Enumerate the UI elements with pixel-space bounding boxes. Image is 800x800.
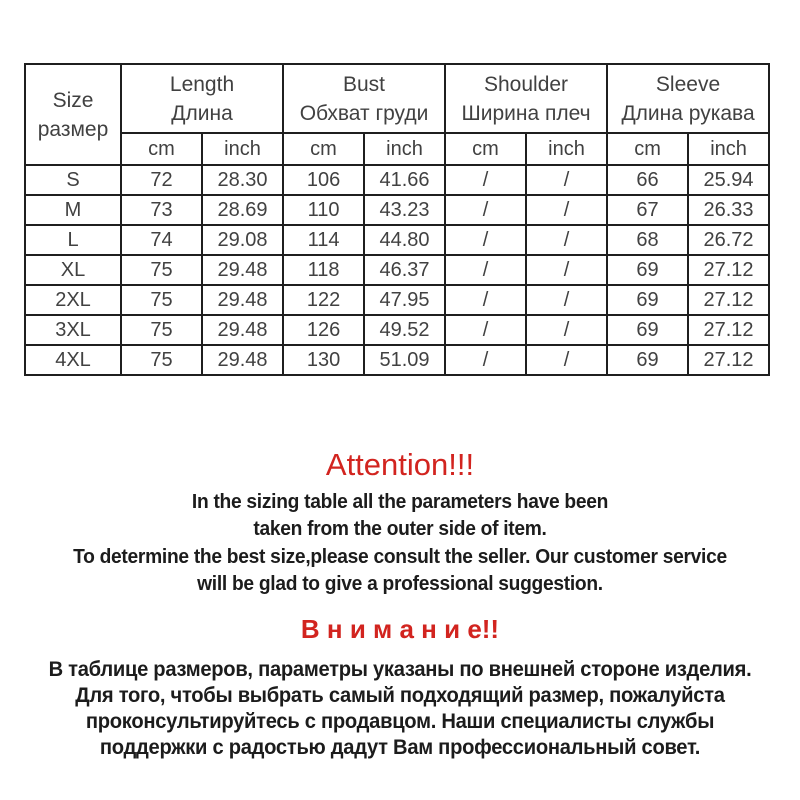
value-cell: 46.37 <box>364 255 445 285</box>
size-cell: 2XL <box>25 285 121 315</box>
value-cell: / <box>445 255 526 285</box>
value-cell: 69 <box>607 315 688 345</box>
sleeve-header-en: Sleeve <box>655 72 721 96</box>
value-cell: 29.48 <box>202 285 283 315</box>
size-table-body <box>25 165 769 375</box>
value-cell: / <box>445 345 526 375</box>
value-cell: 29.48 <box>202 255 283 285</box>
value-cell: 75 <box>121 315 202 345</box>
bust-column-header <box>283 64 445 133</box>
size-header-ru: размер <box>37 117 109 141</box>
value-cell: 114 <box>283 225 364 255</box>
table-row <box>25 255 769 285</box>
length-header-ru: Длина <box>171 101 233 125</box>
value-cell: / <box>526 225 607 255</box>
table-row <box>25 165 769 195</box>
value-cell: 69 <box>607 255 688 285</box>
value-cell: 43.23 <box>364 195 445 225</box>
value-cell: 69 <box>607 285 688 315</box>
attention-paragraph-ru <box>16 657 784 761</box>
value-cell: 41.66 <box>364 165 445 195</box>
table-row <box>25 345 769 375</box>
attention-ru-line1: В таблице размеров, параметры указаны по внешней стороне изделия. <box>48 658 752 681</box>
shoulder-header-ru: Ширина плеч <box>461 101 591 125</box>
size-cell: S <box>25 165 121 195</box>
unit-header-inch: inch <box>526 133 607 165</box>
attention-ru-line2: Для того, чтобы выбрать самый подходящий размер, пожалуйста <box>75 684 725 707</box>
attention-p2-line1: To determine the best size,please consult the seller. Our customer service <box>73 546 727 568</box>
value-cell: 66 <box>607 165 688 195</box>
sleeve-column-header <box>607 64 769 133</box>
unit-header-cm: cm <box>445 133 526 165</box>
unit-header-inch: inch <box>202 133 283 165</box>
value-cell: / <box>526 285 607 315</box>
size-cell: 3XL <box>25 315 121 345</box>
value-cell: 47.95 <box>364 285 445 315</box>
value-cell: / <box>445 315 526 345</box>
value-cell: 73 <box>121 195 202 225</box>
value-cell: 27.12 <box>688 285 769 315</box>
size-cell: L <box>25 225 121 255</box>
shoulder-column-header <box>445 64 607 133</box>
value-cell: / <box>445 195 526 225</box>
attention-p2-line2: will be glad to give a professional suggestion. <box>197 573 603 595</box>
value-cell: 118 <box>283 255 364 285</box>
bust-header-ru: Обхват груди <box>299 101 429 125</box>
value-cell: / <box>526 255 607 285</box>
unit-header-cm: cm <box>283 133 364 165</box>
size-header-en: Size <box>52 88 94 112</box>
attention-ru-line3: проконсультируйтесь с продавцом. Наши специалисты службы <box>85 710 715 733</box>
value-cell: 26.33 <box>688 195 769 225</box>
table-unit-row <box>25 133 769 165</box>
value-cell: / <box>526 195 607 225</box>
value-cell: 27.12 <box>688 255 769 285</box>
unit-header-inch: inch <box>364 133 445 165</box>
value-cell: 126 <box>283 315 364 345</box>
value-cell: 28.69 <box>202 195 283 225</box>
value-cell: 75 <box>121 345 202 375</box>
bust-header-en: Bust <box>343 72 386 96</box>
attention-title-en: Attention!!! <box>325 447 475 482</box>
value-cell: 25.94 <box>688 165 769 195</box>
value-cell: 72 <box>121 165 202 195</box>
table-row <box>25 285 769 315</box>
size-cell: M <box>25 195 121 225</box>
value-cell: 28.30 <box>202 165 283 195</box>
size-cell: 4XL <box>25 345 121 375</box>
unit-header-inch: inch <box>688 133 769 165</box>
value-cell: 106 <box>283 165 364 195</box>
attention-paragraph-1 <box>16 489 784 543</box>
attention-p1-line1: In the sizing table all the parameters have been <box>191 491 609 513</box>
value-cell: / <box>445 285 526 315</box>
sleeve-header-ru: Длина рукава <box>621 101 755 125</box>
value-cell: 122 <box>283 285 364 315</box>
length-header-en: Length <box>169 72 235 96</box>
value-cell: 75 <box>121 255 202 285</box>
table-row <box>25 195 769 225</box>
length-column-header <box>121 64 283 133</box>
table-row <box>25 225 769 255</box>
value-cell: 68 <box>607 225 688 255</box>
value-cell: 29.48 <box>202 345 283 375</box>
value-cell: 29.08 <box>202 225 283 255</box>
attention-ru-line4: поддержки с радостью дадут Вам профессиональный совет. <box>99 736 701 759</box>
value-cell: 110 <box>283 195 364 225</box>
value-cell: 75 <box>121 285 202 315</box>
value-cell: 74 <box>121 225 202 255</box>
value-cell: / <box>526 165 607 195</box>
value-cell: 69 <box>607 345 688 375</box>
size-cell: XL <box>25 255 121 285</box>
value-cell: / <box>445 165 526 195</box>
value-cell: / <box>526 315 607 345</box>
size-column-header <box>25 64 121 165</box>
value-cell: 26.72 <box>688 225 769 255</box>
table-header-group-row <box>25 64 769 133</box>
attention-paragraph-2 <box>16 544 784 598</box>
value-cell: 29.48 <box>202 315 283 345</box>
shoulder-header-en: Shoulder <box>483 72 569 96</box>
value-cell: / <box>526 345 607 375</box>
size-table-head <box>25 64 769 165</box>
attention-p1-line2: taken from the outer side of item. <box>253 518 547 540</box>
attention-title-ru: В н и м а н и е!! <box>300 614 500 644</box>
value-cell: 49.52 <box>364 315 445 345</box>
table-row <box>25 315 769 345</box>
value-cell: / <box>445 225 526 255</box>
value-cell: 130 <box>283 345 364 375</box>
value-cell: 44.80 <box>364 225 445 255</box>
value-cell: 27.12 <box>688 315 769 345</box>
unit-header-cm: cm <box>121 133 202 165</box>
value-cell: 27.12 <box>688 345 769 375</box>
size-table <box>24 63 770 376</box>
value-cell: 51.09 <box>364 345 445 375</box>
value-cell: 67 <box>607 195 688 225</box>
unit-header-cm: cm <box>607 133 688 165</box>
